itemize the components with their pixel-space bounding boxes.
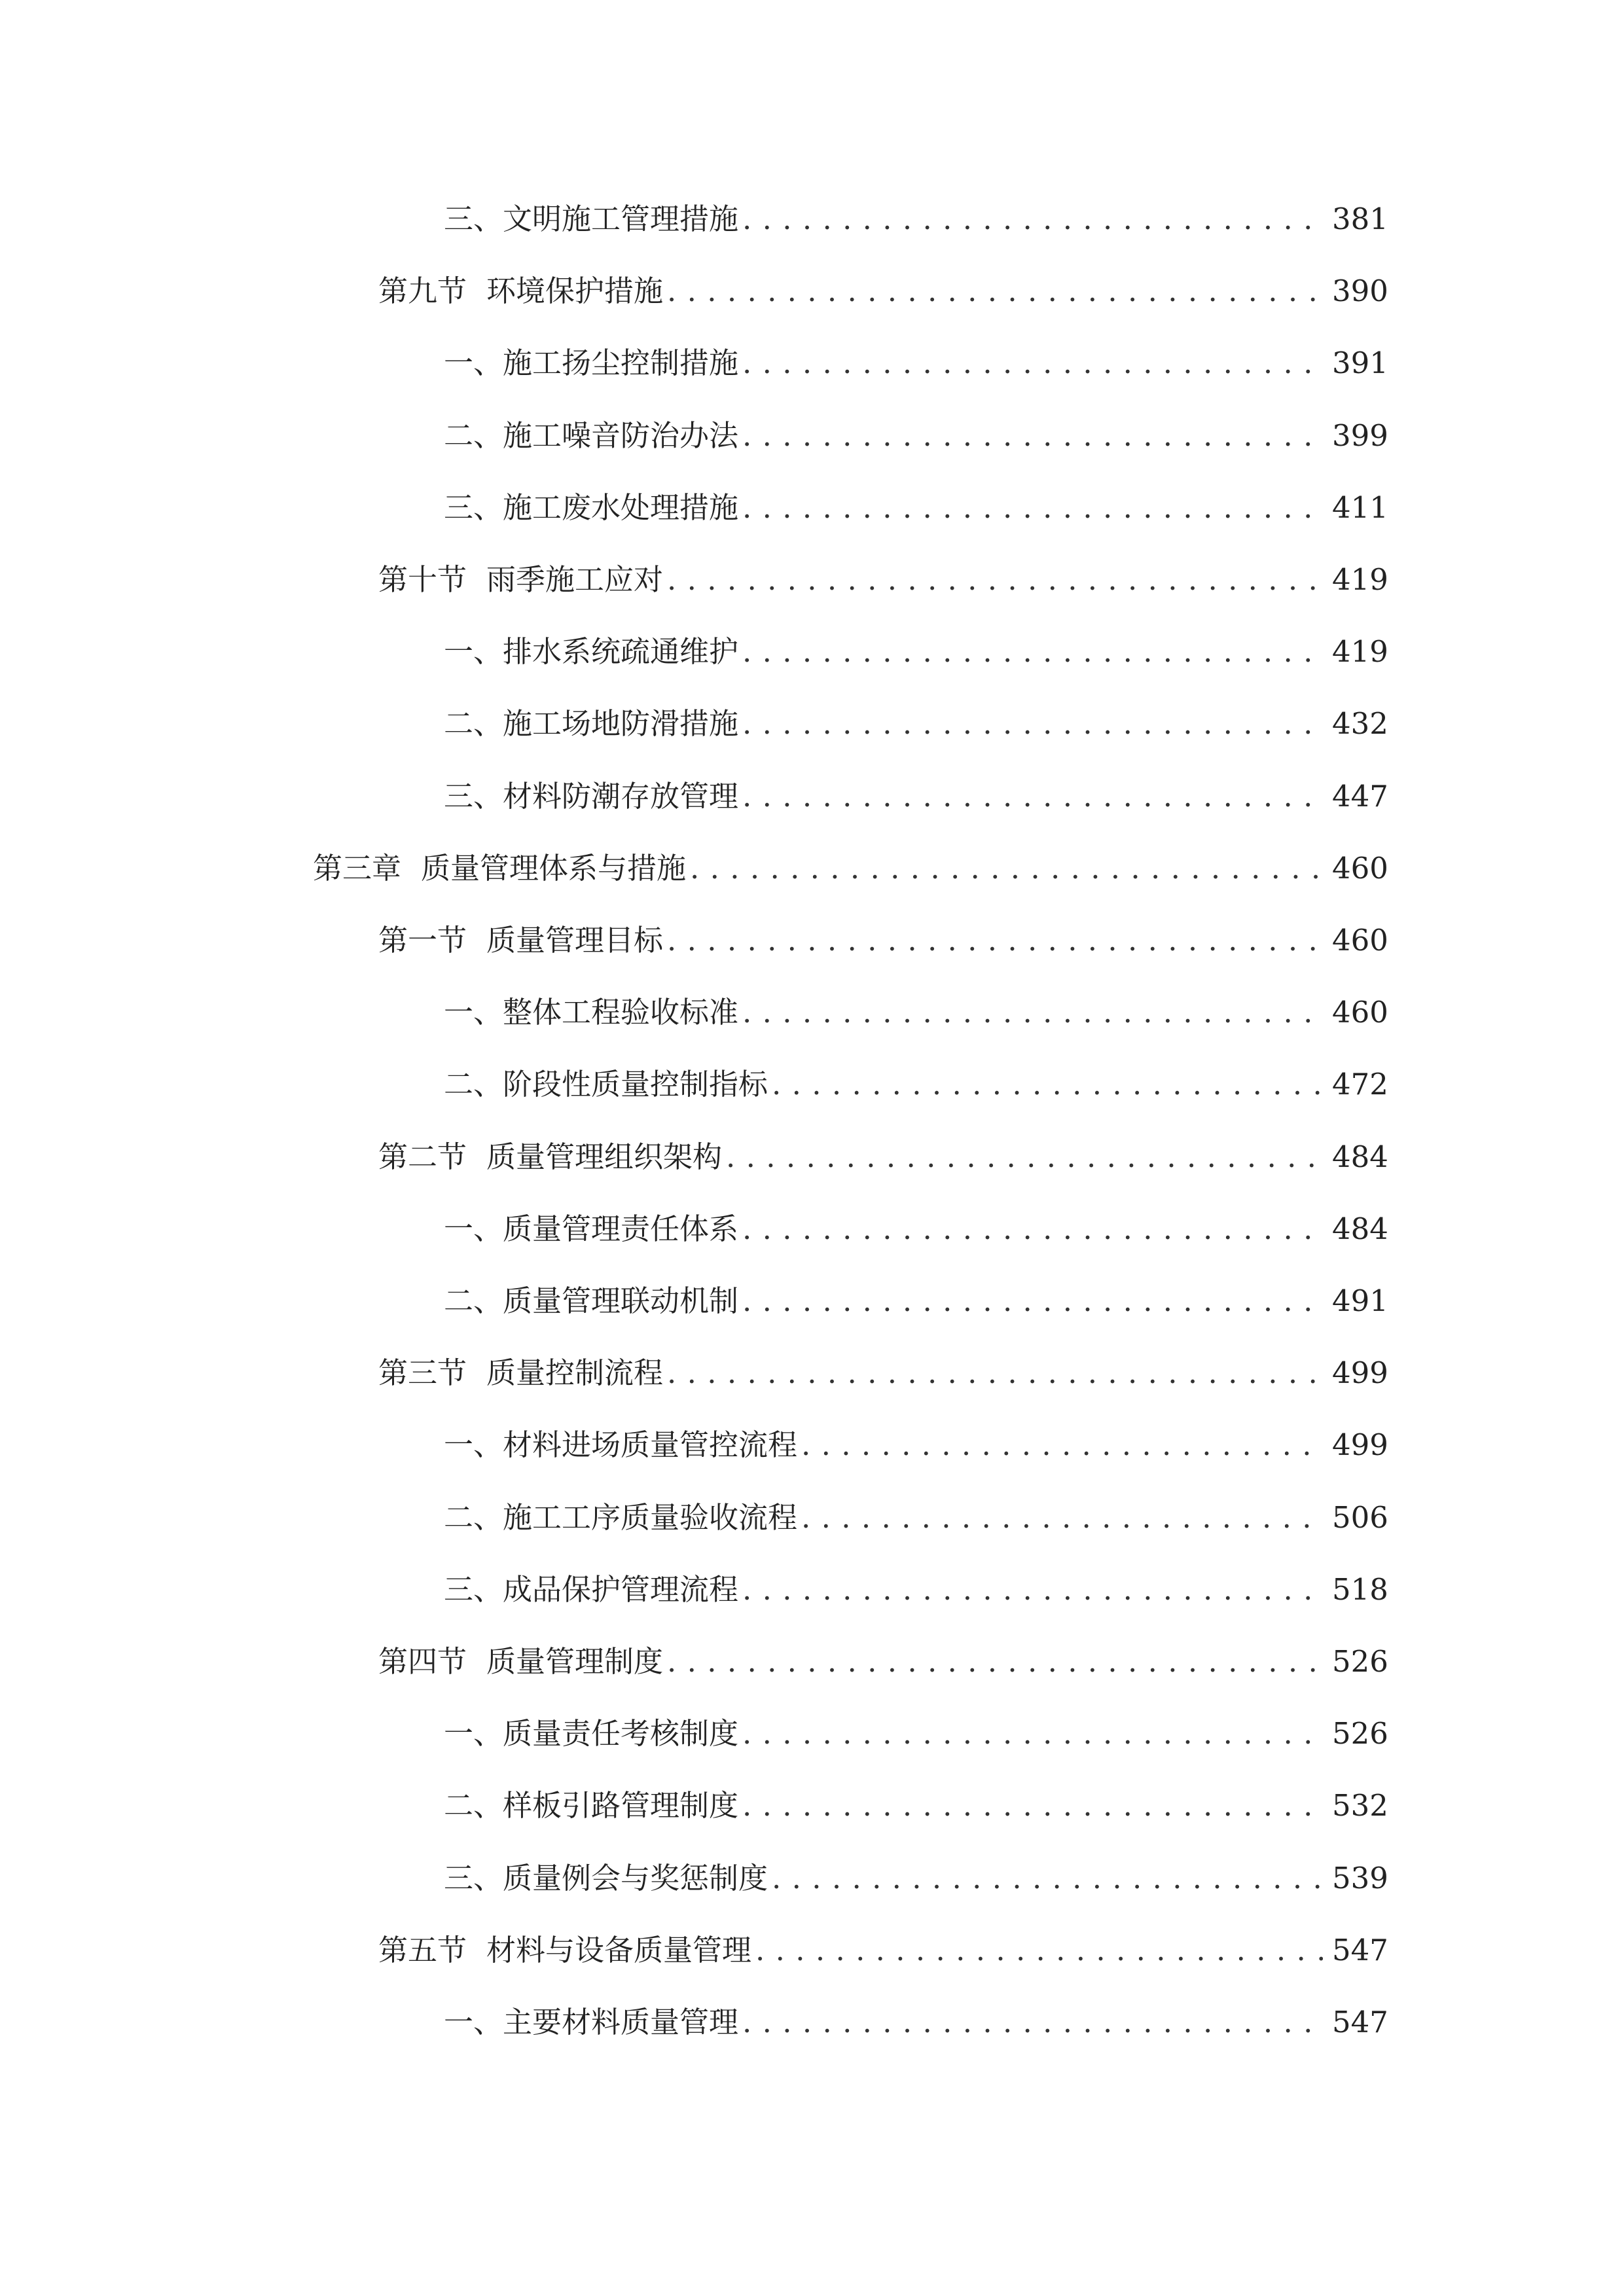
toc-page-number: 432 (1332, 706, 1388, 742)
toc-page-number: 391 (1332, 346, 1388, 381)
toc-entry-title: 质量管理组织架构 (486, 1139, 723, 1174)
toc-entry[interactable] (444, 193, 1388, 245)
toc-dot-leader (801, 1492, 1323, 1544)
toc-dot-leader (742, 1996, 1323, 2049)
toc-entry-title: 文明施工管理措施 (503, 202, 739, 236)
toc-entry-number: 第五节 (378, 1932, 467, 1967)
toc-entry-number: 二、 (444, 706, 503, 742)
toc-entry[interactable] (378, 1636, 1388, 1688)
toc-entry[interactable] (444, 1203, 1388, 1255)
toc-dot-leader (667, 265, 1323, 317)
toc-entry[interactable] (378, 554, 1388, 606)
toc-entry-title: 材料防潮存放管理 (503, 778, 739, 814)
toc-entry[interactable] (378, 1131, 1388, 1183)
toc-page-number: 460 (1332, 850, 1388, 886)
toc-page-number: 518 (1332, 1571, 1388, 1607)
toc-entry[interactable] (378, 265, 1388, 317)
toc-entry-number: 二、 (444, 1499, 503, 1535)
toc-entry-number: 一、 (444, 2005, 503, 2039)
toc-dot-leader (742, 1203, 1323, 1255)
toc-entry-title: 施工场地防滑措施 (503, 706, 739, 742)
toc-entry[interactable] (444, 770, 1388, 823)
toc-entry-title: 质量管理联动机制 (503, 1283, 739, 1318)
toc-entry[interactable] (444, 1492, 1388, 1544)
toc-entry-title: 成品保护管理流程 (503, 1571, 739, 1607)
toc-page-number: 526 (1332, 1716, 1388, 1751)
toc-entry[interactable] (444, 1780, 1388, 1832)
toc-dot-leader (742, 482, 1323, 534)
toc-dot-leader (742, 626, 1323, 678)
toc-entry[interactable] (444, 698, 1388, 750)
toc-entry-title: 阶段性质量控制指标 (503, 1067, 768, 1102)
toc-page-number: 547 (1332, 1932, 1388, 1967)
toc-page-number: 460 (1332, 995, 1388, 1030)
toc-dot-leader (742, 770, 1323, 823)
toc-dot-leader (742, 1275, 1323, 1327)
toc-entry[interactable] (444, 410, 1388, 462)
toc-dot-leader (742, 1780, 1323, 1832)
toc-entry-title: 质量管理责任体系 (503, 1211, 739, 1246)
toc-entry[interactable] (444, 1564, 1388, 1616)
toc-entry-title: 质量责任考核制度 (503, 1716, 739, 1751)
toc-entry-number: 二、 (444, 1788, 503, 1823)
toc-page-number: 499 (1332, 1355, 1388, 1391)
toc-dot-leader (726, 1131, 1323, 1183)
toc-dot-leader (667, 1347, 1323, 1399)
toc-page-number: 506 (1332, 1499, 1388, 1535)
toc-entry-title: 样板引路管理制度 (503, 1788, 739, 1823)
toc-entry-number: 二、 (444, 1283, 503, 1318)
toc-page-number: 447 (1332, 778, 1388, 814)
toc-page-number: 491 (1332, 1283, 1388, 1318)
toc-entry-title: 质量管理制度 (486, 1644, 664, 1679)
toc-entry-number: 二、 (444, 1067, 503, 1102)
toc-entry-title: 主要材料质量管理 (503, 2005, 739, 2039)
toc-dot-leader (742, 986, 1323, 1039)
toc-entry-title: 质量控制流程 (486, 1355, 664, 1391)
toc-entry-title: 质量管理体系与措施 (421, 850, 687, 886)
toc-entry[interactable] (378, 1924, 1388, 1977)
toc-entry[interactable] (444, 986, 1388, 1039)
toc-page-number: 460 (1332, 923, 1388, 958)
toc-entry-number: 第十节 (378, 562, 467, 597)
toc-entry-title: 施工废水处理措施 (503, 490, 739, 525)
toc-entry-number: 三、 (444, 490, 503, 525)
toc-entry[interactable] (444, 1852, 1388, 1905)
toc-entry-number: 三、 (444, 202, 503, 236)
toc-entry[interactable] (444, 1275, 1388, 1327)
toc-page-number: 484 (1332, 1139, 1388, 1174)
toc-entry[interactable] (444, 1419, 1388, 1471)
toc-entry-number: 一、 (444, 634, 503, 670)
toc-page-number: 381 (1332, 202, 1388, 236)
toc-page-number: 484 (1332, 1211, 1388, 1246)
toc-entry-title: 雨季施工应对 (486, 562, 664, 597)
toc-entry-number: 一、 (444, 1427, 503, 1463)
toc-entry-number: 一、 (444, 1211, 503, 1246)
toc-entry-title: 施工噪音防治办法 (503, 418, 739, 453)
toc-page-number: 539 (1332, 1860, 1388, 1895)
toc-page-number: 419 (1332, 562, 1388, 597)
toc-entry-number: 第一节 (378, 923, 467, 958)
toc-dot-leader (667, 1636, 1323, 1688)
toc-entry-title: 施工扬尘控制措施 (503, 346, 739, 381)
toc-entry[interactable] (444, 1708, 1388, 1760)
toc-entry-number: 第四节 (378, 1644, 467, 1679)
toc-dot-leader (667, 554, 1323, 606)
toc-page-number: 390 (1332, 274, 1388, 309)
toc-entry-title: 质量例会与奖惩制度 (503, 1860, 768, 1895)
toc-dot-leader (667, 914, 1323, 967)
toc-entry-number: 第三章 (313, 850, 402, 886)
toc-entry-number: 二、 (444, 418, 503, 453)
toc-entry-number: 一、 (444, 1716, 503, 1751)
toc-entry-number: 三、 (444, 1571, 503, 1607)
toc-page-number: 411 (1332, 490, 1388, 525)
toc-dot-leader (742, 337, 1323, 389)
toc-page-number: 472 (1332, 1067, 1388, 1102)
toc-page-number: 547 (1332, 2005, 1388, 2039)
toc-dot-leader (742, 1564, 1323, 1616)
toc-entry[interactable] (313, 842, 1388, 895)
toc-entry-title: 整体工程验收标准 (503, 995, 739, 1030)
toc-entry-title: 施工工序质量验收流程 (503, 1499, 798, 1535)
toc-entry[interactable] (444, 1996, 1388, 2049)
toc-dot-leader (755, 1924, 1323, 1977)
toc-entry[interactable] (378, 1347, 1388, 1399)
toc-dot-leader (772, 1058, 1323, 1111)
toc-page-number: 532 (1332, 1788, 1388, 1823)
toc-entry-number: 三、 (444, 778, 503, 814)
toc-page-number: 526 (1332, 1644, 1388, 1679)
toc-entry-title: 环境保护措施 (486, 274, 664, 309)
toc-entry[interactable] (444, 337, 1388, 389)
toc-dot-leader (690, 842, 1323, 895)
toc-dot-leader (742, 1708, 1323, 1760)
toc-entry-number: 第二节 (378, 1139, 467, 1174)
toc-entry-title: 材料进场质量管控流程 (503, 1427, 798, 1463)
toc-dot-leader (742, 698, 1323, 750)
toc-entry-number: 第九节 (378, 274, 467, 309)
toc-entry-title: 材料与设备质量管理 (486, 1932, 752, 1967)
toc-entry[interactable] (444, 626, 1388, 678)
toc-entry-number: 三、 (444, 1860, 503, 1895)
toc-entry[interactable] (444, 1058, 1388, 1111)
toc-entry-number: 一、 (444, 346, 503, 381)
toc-entry-number: 一、 (444, 995, 503, 1030)
toc-page-number: 419 (1332, 634, 1388, 670)
toc-dot-leader (801, 1419, 1323, 1471)
toc-page-number: 499 (1332, 1427, 1388, 1463)
toc-dot-leader (772, 1852, 1323, 1905)
toc-entry-number: 第三节 (378, 1355, 467, 1391)
toc-page-number: 399 (1332, 418, 1388, 453)
toc-entry[interactable] (444, 482, 1388, 534)
toc-entry-title: 排水系统疏通维护 (503, 634, 739, 670)
toc-entry[interactable] (378, 914, 1388, 967)
toc-entry-title: 质量管理目标 (486, 923, 664, 958)
toc-dot-leader (742, 410, 1323, 462)
toc-dot-leader (742, 193, 1323, 245)
